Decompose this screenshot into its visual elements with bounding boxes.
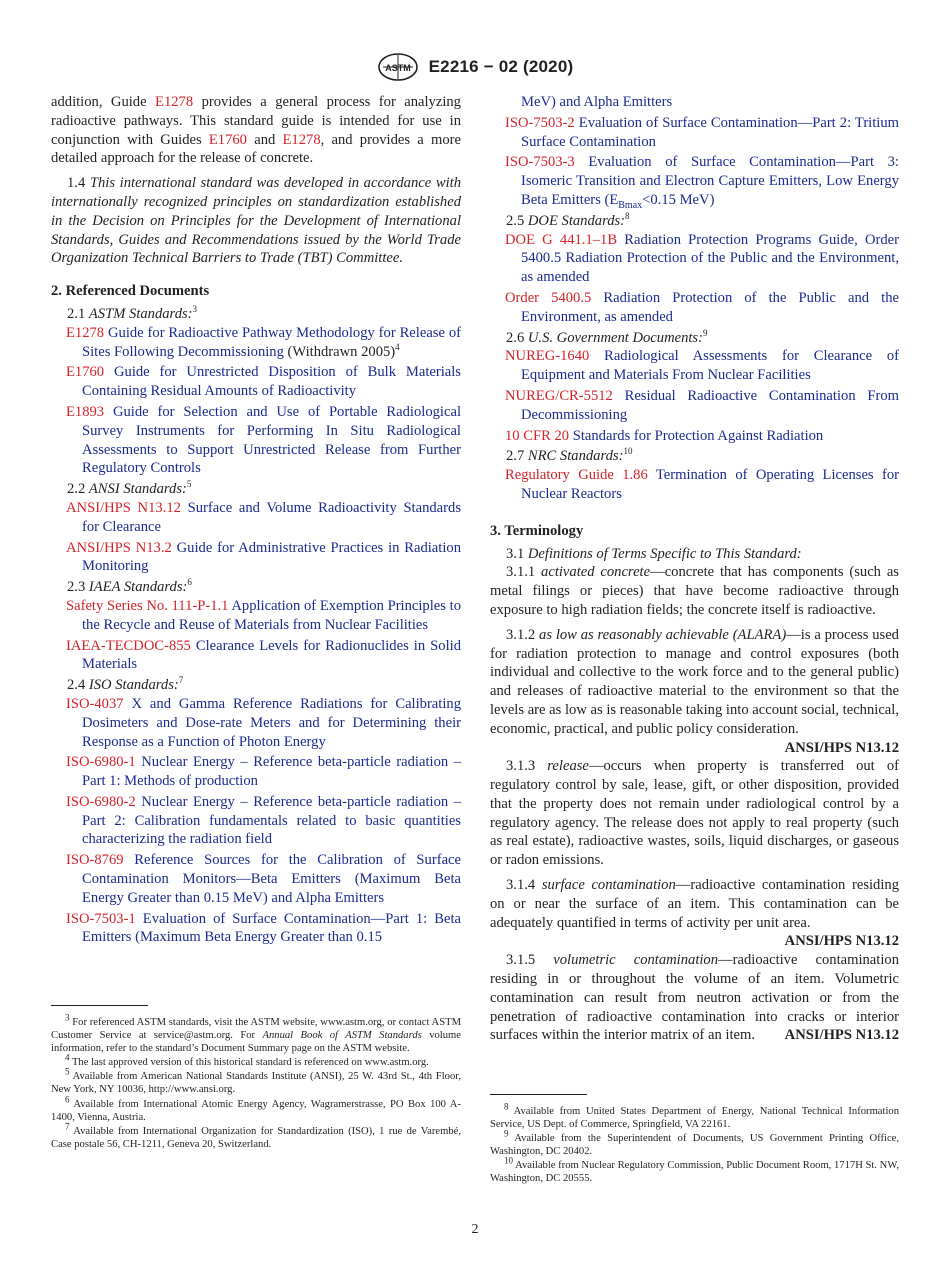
- ref-entry: [490, 231, 899, 287]
- ref-code[interactable]: ISO-8769: [66, 852, 124, 869]
- left-column: [51, 93, 461, 949]
- ref-link-e1278-2[interactable]: E1278: [282, 131, 321, 148]
- footnote: $^4$ The last approved version of this historical standard is referenced on www.astm.org.: [65, 1052, 429, 1069]
- footnotes-right: [490, 1101, 899, 1187]
- ref-entry: [51, 539, 461, 577]
- ref-title[interactable]: Nuclear Energy – Reference beta-particle radiation – Part 2: Calibration fundamentals related to basic quantities characterizing the radiation field: [82, 793, 461, 848]
- definition-source: ANSI/HPS N13.12: [784, 1027, 899, 1044]
- ref-title[interactable]: Radiation Protection of the Public and the Environment, as amended: [521, 289, 899, 325]
- ref-entry: [490, 114, 899, 152]
- usgov-ref-list: [490, 347, 899, 445]
- footnote: $^6$ Available from International Atomic Energy Agency, Wagramerstrasse, PO Box 100 A-1400, Vienna, Austria.: [51, 1094, 461, 1123]
- definition-release: 3.1.3 release—occurs when property is transferred out of regulatory control by sale, lease, gift, or other disposition, provided that the property does not remain under radiological control by a regulatory agency. The release does not apply to real property (such as real estate), radioactive wastes, soils, liquid discharges, or gaseous or radon emissions.: [490, 758, 899, 869]
- ref-title[interactable]: Application of Exemption Principles to the Recycle and Reuse of Materials from Nuclear Facilities: [82, 597, 461, 633]
- iaea-ref-list: [51, 597, 461, 674]
- ref-code[interactable]: E1278: [66, 324, 105, 341]
- ref-title[interactable]: X and Gamma Reference Radiations for Calibrating Dosimeters and Dose-rate Meters and for Determining their Response as a Function of Photon Energy: [82, 695, 461, 750]
- ref-title[interactable]: Radiation Protection Programs Guide, Order 5400.5 Radiation Protection of the Public and the Environment, as amended: [521, 231, 899, 286]
- ref-note: (Withdrawn 2005): [283, 343, 396, 360]
- ref-title[interactable]: Guide for Selection and Use of Portable Radiological Survey Instruments for Performing In Situ Radiological Assessments to Support Unrestricted Release from Further Regulatory Controls: [82, 403, 461, 477]
- ref-title[interactable]: Nuclear Energy – Reference beta-particle radiation – Part 1: Methods of production: [82, 754, 461, 790]
- ref-code[interactable]: ISO-7503-2: [505, 114, 575, 131]
- ref-code[interactable]: Regulatory Guide 1.86: [505, 467, 648, 484]
- ref-code[interactable]: ISO-6980-1: [66, 754, 136, 771]
- ref-entry: [51, 403, 461, 478]
- ref-code[interactable]: IAEA-TECDOC-855: [66, 637, 191, 654]
- iso-ref-list-cont: [490, 114, 899, 152]
- ref-code[interactable]: E1893: [66, 403, 105, 420]
- definition-alara: 3.1.2 as low as reasonably achievable (ALARA)—is a process used for radiation protection to manage and control exposures (both individual and collective to the work force and to the general public) and releases of radioactive material to the environment so that the levels are as low as is reasonable taking into account social, technical, economic, practical, and public policy consideration. ANSI/HPS N13.12: [490, 626, 899, 756]
- ref-entry: [490, 427, 899, 446]
- ref-code[interactable]: DOE G 441.1–1B: [505, 231, 618, 248]
- footnote-rule-left: [51, 1005, 148, 1006]
- subsection-2-3: 2.3 IAEA Standards:$^6$: [67, 577, 192, 596]
- document-designation: E2216 − 02 (2020): [428, 57, 574, 76]
- ref-title[interactable]: Evaluation of Surface Contamination—Part 3: Isomeric Transition and Electron Capture Emitters, Low Energy Beta Emitters ($E_{Bmax}<0.15$ MeV): [521, 154, 899, 211]
- ref-entry: [51, 324, 461, 362]
- ref-code[interactable]: ISO-6980-2: [66, 793, 136, 810]
- ref-title[interactable]: Evaluation of Surface Contamination—Part 1: Beta Emitters (Maximum Beta Energy Greater than 0.15: [82, 910, 461, 946]
- footnote: $^5$ Available from American National Standards Institute (ANSI), 25 W. 43rd St., 4th Floor, New York, NY 10036, http://www.ansi.org.: [51, 1066, 461, 1096]
- subsection-2-2: 2.2 ANSI Standards:$^5$: [67, 479, 192, 498]
- ref-title[interactable]: Standards for Protection Against Radiation: [569, 427, 824, 444]
- ref-code[interactable]: ANSI/HPS N13.2: [66, 539, 172, 556]
- ref-code[interactable]: Order 5400.5: [505, 289, 592, 306]
- astm-ref-list: [51, 324, 461, 478]
- ref-link-e1760[interactable]: E1760: [208, 131, 247, 148]
- right-column: [490, 93, 899, 1051]
- subsection-2-1: 2.1 ASTM Standards:$^3$: [67, 304, 198, 322]
- ref-entry: [51, 597, 461, 635]
- definition-source: ANSI/HPS N13.12: [784, 739, 899, 756]
- ref-title[interactable]: Guide for Unrestricted Disposition of Bulk Materials Containing Residual Amounts of Radioactivity: [82, 364, 461, 400]
- subsection-2-5: 2.5 DOE Standards:$^8$: [506, 210, 630, 229]
- astm-logo-icon: [377, 52, 419, 82]
- definition-surface-contamination: 3.1.4 surface contamination—radioactive contamination residing on or near the surface of an item. This contamination can be adequately quantified in terms of activity per unit area. ANSI/HPS N13.12: [490, 877, 899, 950]
- intro-paragraph: addition, Guide E1278 provides a general process for analyzing radioactive pathways. This standard guide is intended for use in conjunction with Guides E1760 and E1278, and provides a more detailed approach for the release of concrete.: [51, 94, 461, 167]
- footnotes-left: [51, 1012, 461, 1152]
- ref-title[interactable]: Guide for Administrative Practices in Radiation Monitoring: [82, 539, 461, 575]
- svg-text:ASTM: ASTM: [384, 63, 411, 73]
- definition-volumetric-contamination: 3.1.5 volumetric contamination—radioactive contamination residing in or throughout the volume of an item. Volumetric contamination can result from neutron activation or from the penetration of radioactive contamination into cracks or interior surfaces within the interior matrix of an item. ANSI/HPS N13.12: [490, 952, 899, 1044]
- ref-entry: [51, 695, 461, 751]
- definition-source: ANSI/HPS N13.12: [784, 933, 899, 950]
- ref-entry: [490, 387, 899, 425]
- ref-entry: [51, 637, 461, 675]
- ref-code[interactable]: Safety Series No. 111-P-1.1: [66, 597, 229, 614]
- subsection-2-7: 2.7 NRC Standards:$^{10}$: [506, 446, 633, 465]
- ref-code[interactable]: NUREG-1640: [505, 348, 590, 365]
- footnote-rule-right: [490, 1094, 587, 1095]
- page-header: [0, 52, 950, 82]
- ref-entry: [51, 753, 461, 791]
- footnote: $^3$ For referenced ASTM standards, visit the ASTM website, www.astm.org, or contact ASTM Customer Service at service@astm.org. For Annual Book of ASTM Standards volume information, refer to the standard’s Document Summary page on the ASTM website.: [51, 1012, 461, 1055]
- paragraph-1-4: 1.4 This international standard was developed in accordance with internationally recognized principles on standardization established in the Decision on Principles for the Development of International Standards, Guides and Recommendations issued by the World Trade Organization Technical Barriers to Trade (TBT) Committee.: [51, 175, 462, 267]
- section-3-heading: 3. Terminology: [490, 522, 584, 539]
- footnote: $^9$ Available from the Superintendent of Documents, US Government Printing Office, Washington, DC 20402.: [490, 1128, 899, 1158]
- footnote: $^7$ Available from International Organization for Standardization (ISO), 1 rue de Varembé, Case postale 56, CH-1211, Geneva 20, Switzerland.: [51, 1121, 461, 1150]
- ref-title[interactable]: Guide for Radioactive Pathway Methodology for Release of Sites Following Decommissioning: [82, 324, 461, 360]
- ref-title[interactable]: Reference Sources for the Calibration of Surface Contamination Monitors—Beta Emitters (Maximum Beta Energy Greater than 0.15 MeV) and Alpha Emitters: [82, 852, 461, 906]
- ref-title[interactable]: Clearance Levels for Radionuclides in Solid Materials: [82, 637, 461, 673]
- ref-code[interactable]: 10 CFR 20: [505, 427, 570, 444]
- ref-code[interactable]: ISO-7503-1: [66, 910, 136, 927]
- definition-activated-concrete: 3.1.1 activated concrete—concrete that has components (such as metal filings or pieces) that have become radioactive through exposure to high radiation fields; the concrete itself is radioactive.: [490, 564, 899, 618]
- ref-entry: [490, 289, 899, 327]
- footnote: $^{10}$ Available from Nuclear Regulatory Commission, Public Document Room, 1717H St. NW, Washington, DC 20555.: [490, 1155, 899, 1185]
- ref-code[interactable]: ANSI/HPS N13.12: [66, 499, 181, 516]
- ansi-ref-list: [51, 499, 461, 576]
- ref-entry: [51, 363, 461, 401]
- ref-title[interactable]: Surface and Volume Radioactivity Standards for Clearance: [82, 499, 461, 535]
- doe-ref-list: [490, 231, 899, 327]
- ref-entry: [490, 466, 899, 504]
- ref-code[interactable]: ISO-4037: [66, 695, 124, 712]
- page-number: 2: [471, 1222, 479, 1237]
- ref-entry: [51, 851, 461, 907]
- subsection-3-1: 3.1 Definitions of Terms Specific to This Standard:: [506, 545, 802, 562]
- footnote: $^8$ Available from United States Department of Energy, National Technical Information Service, US Dept. of Commerce, Springfield, VA 22161.: [490, 1101, 899, 1131]
- ref-title[interactable]: Evaluation of Surface Contamination—Part 2: Tritium Surface Contamination: [521, 114, 899, 150]
- ref-entry: [490, 153, 899, 209]
- iso-continuation: MeV) and Alpha Emitters: [521, 94, 673, 110]
- subsection-2-6: 2.6 U.S. Government Documents:$^9$: [506, 327, 708, 346]
- nrc-ref-list: [490, 466, 899, 504]
- section-2-heading: 2. Referenced Documents: [51, 283, 210, 300]
- ref-code[interactable]: E1760: [66, 364, 105, 381]
- ref-code[interactable]: NUREG/CR-5512: [505, 387, 613, 404]
- ref-title[interactable]: Termination of Operating Licenses for Nuclear Reactors: [521, 467, 899, 502]
- ref-code[interactable]: ISO-7503-3: [505, 154, 575, 171]
- ref-entry: [51, 793, 461, 849]
- ref-entry: [51, 910, 461, 948]
- ref-title[interactable]: Residual Radioactive Contamination From Decommissioning: [521, 387, 899, 423]
- ref-entry: [490, 347, 899, 385]
- iso-ref-list: [51, 695, 461, 947]
- footnote-marker: 4: [395, 341, 400, 352]
- ref-link-e1278[interactable]: E1278: [155, 94, 194, 110]
- ref-entry: [51, 499, 461, 537]
- subsection-2-4: 2.4 ISO Standards:$^7$: [67, 675, 184, 694]
- ref-title[interactable]: Radiological Assessments for Clearance of Equipment and Materials From Nuclear Facilities: [521, 348, 899, 384]
